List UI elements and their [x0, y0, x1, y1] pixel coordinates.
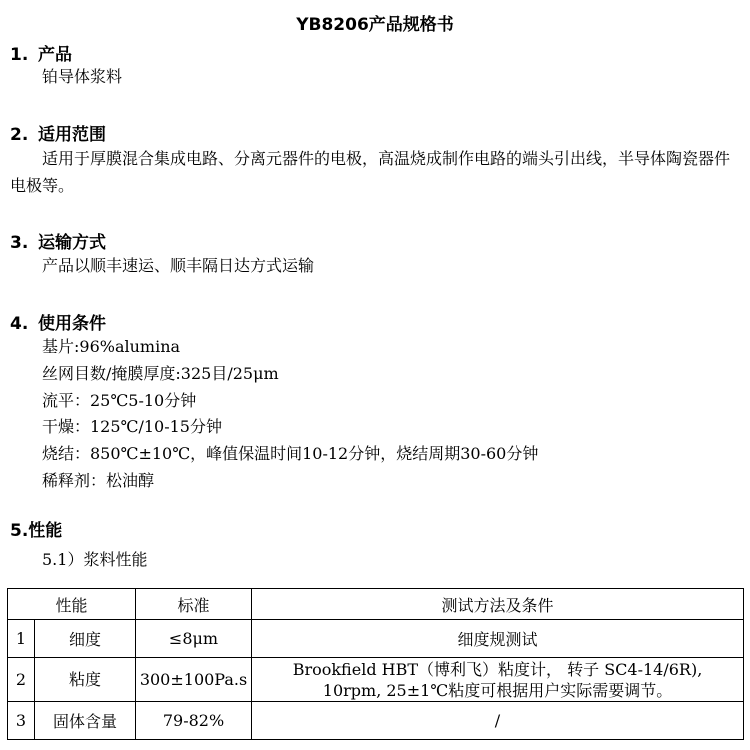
section-title: 使用条件 — [38, 314, 106, 334]
method-line: Brookfield HBT（博利飞）粘度计， 转子 SC4-14/6R), — [292, 659, 703, 679]
condition-firing: 烧结：850℃±10℃，峰值保温时间10-12分钟，烧结周期30-60分钟 — [42, 444, 539, 463]
shipping-text: 产品以顺丰速运、顺丰隔日达方式运输 — [42, 256, 315, 275]
performance-table — [7, 588, 744, 740]
condition-drying: 干燥：125℃/10-15分钟 — [42, 417, 222, 436]
header-standard: 标准 — [136, 589, 252, 620]
product-name: 铂导体浆料 — [42, 67, 123, 86]
row-number: 2 — [8, 658, 35, 702]
section-4-heading — [10, 309, 106, 334]
section-number: 3. — [10, 233, 29, 253]
row-method: / — [252, 702, 744, 740]
row-standard: 300±100Pa.s — [136, 658, 252, 702]
row-property: 粘度 — [35, 658, 136, 702]
subsection-heading: 5.1）浆料性能 — [42, 550, 148, 569]
row-number: 1 — [8, 620, 35, 658]
section-1-heading — [10, 40, 72, 65]
condition-substrate: 基片:96%alumina — [42, 337, 181, 356]
section-title: 适用范围 — [38, 125, 106, 145]
condition-screen: 丝网目数/掩膜厚度:325目/25μm — [42, 364, 279, 383]
section-title: 运输方式 — [38, 233, 106, 253]
row-property: 固体含量 — [35, 702, 136, 740]
header-method: 测试方法及条件 — [252, 589, 744, 620]
section-title: 性能 — [28, 521, 63, 541]
application-scope-text: 适用于厚膜混合集成电路、分离元器件的电极，高温烧成制作电路的端头引出线，半导体陶瓷器件电极等。 — [10, 149, 731, 195]
header-property: 性能 — [8, 589, 136, 620]
table-row — [8, 620, 744, 658]
document-title: YB8206产品规格书 — [296, 15, 454, 35]
row-standard: 79-82% — [136, 702, 252, 740]
condition-leveling: 流平：25℃5-10分钟 — [42, 391, 197, 410]
section-3-heading — [10, 228, 106, 253]
table-row — [8, 702, 744, 740]
row-method — [252, 658, 744, 702]
section-number: 5. — [10, 521, 29, 541]
row-property: 细度 — [35, 620, 136, 658]
section-title: 产品 — [38, 45, 72, 65]
method-line: 10rpm, 25±1℃粘度可根据用户实际需要调节。 — [322, 680, 673, 700]
section-number: 4. — [10, 314, 29, 334]
row-number: 3 — [8, 702, 35, 740]
section-number: 1. — [10, 45, 29, 65]
row-standard: ≤8μm — [136, 620, 252, 658]
table-header-row — [8, 589, 744, 620]
section-5-heading — [10, 516, 62, 541]
condition-thinner: 稀释剂：松油醇 — [42, 471, 155, 490]
section-2-heading — [10, 120, 106, 145]
section-number: 2. — [10, 125, 29, 145]
row-method: 细度规测试 — [252, 620, 744, 658]
table-row — [8, 658, 744, 702]
